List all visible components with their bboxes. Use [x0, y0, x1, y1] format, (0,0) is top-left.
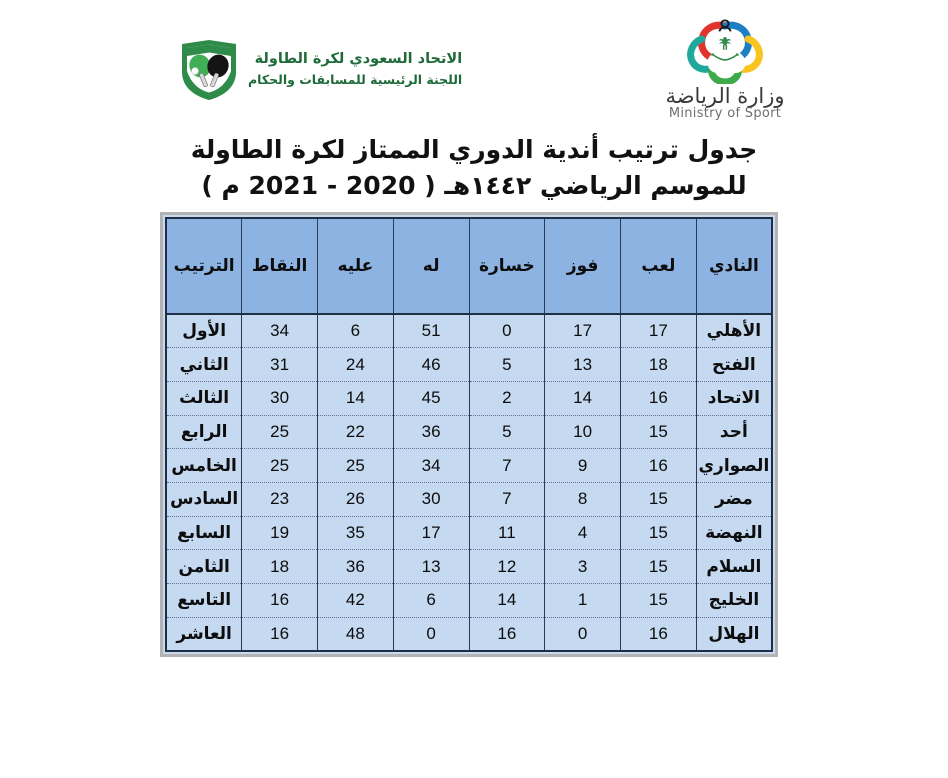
cell-rank: الخامس — [166, 449, 242, 483]
standings-table-body — [166, 314, 772, 651]
cell-loss: 0 — [469, 314, 545, 348]
standings-table — [165, 217, 773, 652]
cell-points: 18 — [242, 550, 318, 584]
cell-points: 16 — [242, 617, 318, 651]
table-row — [166, 348, 772, 382]
cell-club: مضر — [696, 482, 772, 516]
cell-rank: السابع — [166, 516, 242, 550]
cell-loss: 14 — [469, 584, 545, 618]
ministry-name-english: Ministry of Sport — [668, 106, 782, 122]
cell-goals-for: 46 — [393, 348, 469, 382]
cell-goals-for: 0 — [393, 617, 469, 651]
cell-played: 16 — [621, 449, 697, 483]
cell-club: السلام — [696, 550, 772, 584]
cell-club: الهلال — [696, 617, 772, 651]
ministry-flower-emblem-icon — [677, 18, 773, 84]
cell-rank: العاشر — [166, 617, 242, 651]
cell-goals-against: 26 — [318, 482, 394, 516]
cell-points: 25 — [242, 449, 318, 483]
cell-club: أحد — [696, 415, 772, 449]
cell-played: 15 — [621, 482, 697, 516]
cell-goals-for: 45 — [393, 381, 469, 415]
cell-goals-for: 13 — [393, 550, 469, 584]
cell-club: الاتحاد — [696, 381, 772, 415]
cell-rank: الثاني — [166, 348, 242, 382]
table-row — [166, 314, 772, 348]
ministry-name-arabic: وزارة الرياضة — [665, 84, 785, 108]
table-row — [166, 449, 772, 483]
cell-club: الصواري — [696, 449, 772, 483]
federation-name-line1: الاتحاد السعودي لكرة الطاولة — [254, 51, 463, 67]
federation-logo-text — [248, 52, 462, 88]
table-row — [166, 482, 772, 516]
cell-goals-against: 6 — [318, 314, 394, 348]
cell-club: الفتح — [696, 348, 772, 382]
column-header-club: النادي — [696, 218, 772, 314]
cell-win: 0 — [545, 617, 621, 651]
cell-loss: 5 — [469, 348, 545, 382]
header-logo-band — [0, 0, 948, 128]
table-row — [166, 516, 772, 550]
cell-goals-against: 22 — [318, 415, 394, 449]
column-header-points: النقاط — [242, 218, 318, 314]
cell-goals-for: 6 — [393, 584, 469, 618]
column-header-played: لعب — [621, 218, 697, 314]
cell-goals-against: 36 — [318, 550, 394, 584]
cell-points: 23 — [242, 482, 318, 516]
column-header-loss: خسارة — [469, 218, 545, 314]
cell-loss: 11 — [469, 516, 545, 550]
cell-played: 16 — [621, 381, 697, 415]
table-row — [166, 550, 772, 584]
federation-name-line2: اللجنة الرئيسية للمسابقات والحكام — [248, 71, 463, 87]
cell-win: 1 — [545, 584, 621, 618]
table-row — [166, 617, 772, 651]
cell-played: 15 — [621, 415, 697, 449]
cell-win: 8 — [545, 482, 621, 516]
cell-loss: 2 — [469, 381, 545, 415]
cell-played: 18 — [621, 348, 697, 382]
table-row — [166, 381, 772, 415]
cell-goals-against: 35 — [318, 516, 394, 550]
cell-loss: 12 — [469, 550, 545, 584]
cell-club: الأهلي — [696, 314, 772, 348]
cell-goals-for: 34 — [393, 449, 469, 483]
cell-rank: الثالث — [166, 381, 242, 415]
cell-loss: 5 — [469, 415, 545, 449]
standings-table-head — [166, 218, 772, 314]
standings-table-frame — [160, 212, 778, 657]
cell-rank: الأول — [166, 314, 242, 348]
standings-header-row — [166, 218, 772, 314]
cell-win: 17 — [545, 314, 621, 348]
cell-points: 34 — [242, 314, 318, 348]
cell-rank: الرابع — [166, 415, 242, 449]
column-header-against: عليه — [318, 218, 394, 314]
table-row — [166, 415, 772, 449]
cell-goals-for: 30 — [393, 482, 469, 516]
cell-loss: 7 — [469, 449, 545, 483]
cell-played: 17 — [621, 314, 697, 348]
cell-points: 19 — [242, 516, 318, 550]
cell-goals-against: 25 — [318, 449, 394, 483]
page-title-line1: جدول ترتيب أندية الدوري الممتاز لكرة الطاولة — [190, 135, 758, 164]
cell-points: 31 — [242, 348, 318, 382]
page-title-line2: للموسم الرياضي ١٤٤٢هـ ( 2020 - 2021 م ) — [201, 171, 747, 201]
cell-played: 15 — [621, 550, 697, 584]
cell-win: 3 — [545, 550, 621, 584]
cell-rank: السادس — [166, 482, 242, 516]
cell-goals-against: 14 — [318, 381, 394, 415]
cell-goals-for: 36 — [393, 415, 469, 449]
column-header-rank: الترتيب — [166, 218, 242, 314]
table-row — [166, 584, 772, 618]
cell-played: 15 — [621, 584, 697, 618]
cell-points: 25 — [242, 415, 318, 449]
cell-rank: التاسع — [166, 584, 242, 618]
column-header-win: فوز — [545, 218, 621, 314]
cell-goals-against: 24 — [318, 348, 394, 382]
cell-rank: الثامن — [166, 550, 242, 584]
table-tennis-shield-icon — [178, 38, 240, 102]
ministry-logo — [640, 18, 810, 122]
column-header-for: له — [393, 218, 469, 314]
cell-club: النهضة — [696, 516, 772, 550]
cell-points: 16 — [242, 584, 318, 618]
cell-goals-against: 48 — [318, 617, 394, 651]
cell-played: 15 — [621, 516, 697, 550]
federation-logo — [178, 34, 463, 106]
cell-points: 30 — [242, 381, 318, 415]
cell-win: 13 — [545, 348, 621, 382]
cell-win: 4 — [545, 516, 621, 550]
cell-goals-for: 51 — [393, 314, 469, 348]
cell-win: 9 — [545, 449, 621, 483]
cell-win: 10 — [545, 415, 621, 449]
cell-goals-against: 42 — [318, 584, 394, 618]
cell-played: 16 — [621, 617, 697, 651]
cell-club: الخليج — [696, 584, 772, 618]
page-title — [0, 132, 948, 205]
cell-loss: 16 — [469, 617, 545, 651]
cell-loss: 7 — [469, 482, 545, 516]
cell-goals-for: 17 — [393, 516, 469, 550]
cell-win: 14 — [545, 381, 621, 415]
